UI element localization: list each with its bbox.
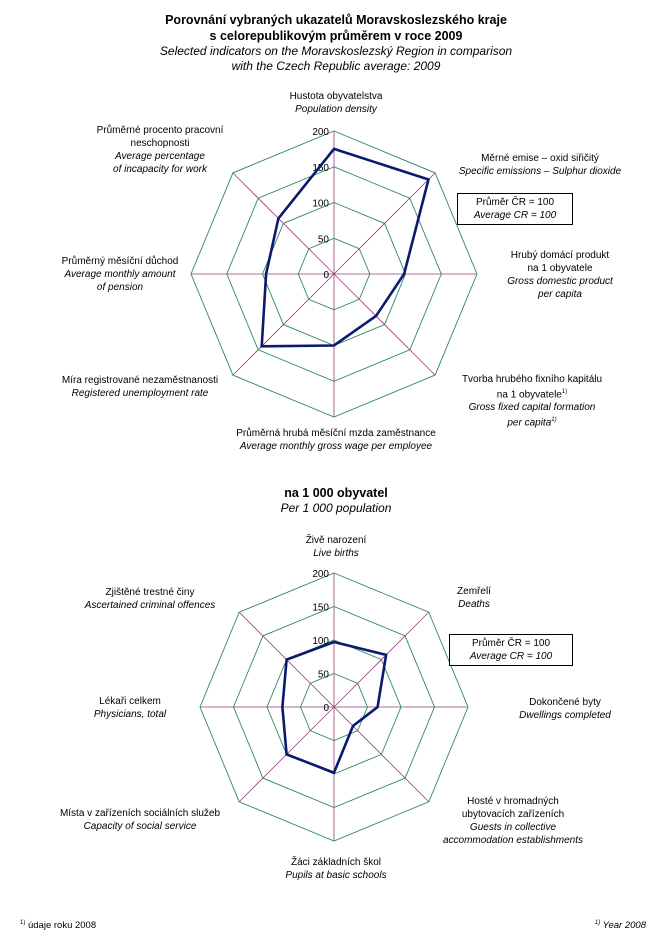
title-cz-line1: Porovnání vybraných ukazatelů Moravskoslezského kraje	[165, 13, 507, 27]
radar-tick-label: 150	[312, 602, 329, 614]
axis-label-unemployment-rate: Míra registrované nezaměstnanosti Registered unemployment rate	[61, 375, 219, 399]
section2-title-cz: na 1 000 obyvatel	[284, 486, 388, 500]
axis-label-physicians-total: Lékaři celkem Physicians, total	[93, 696, 167, 720]
axis-label-criminal-offences: Zjištěné trestné činy Ascertained criminal offences	[84, 587, 216, 611]
radar-tick-label: 0	[323, 703, 329, 714]
axis-label-gdp-per-capita: Hrubý domácí produkt na 1 obyvatele Gross domestic product per capita	[507, 250, 613, 300]
legend-line1: Průměr ČR = 100	[475, 197, 555, 208]
legend-line2: Average CR = 100	[473, 210, 557, 221]
radar-tick-label: 200	[312, 569, 329, 580]
radar-tick-label: 50	[317, 669, 329, 681]
radar-tick-label: 0	[323, 270, 329, 281]
footnote-right-text: Year 2008	[602, 920, 646, 932]
axis-label-population-density: Hustota obyvatelstva Population density	[289, 91, 383, 115]
legend-line2: Average CR = 100	[469, 651, 553, 662]
axis-label-dwellings-completed: Dokončené byty Dwellings completed	[519, 697, 611, 721]
axis-label-incapacity-for-work: Průměrné procento pracovní neschopnosti Average percentage of incapacity for work	[96, 125, 224, 175]
axis-label-live-births: Živě narození Live births	[305, 535, 367, 559]
radar-tick-label: 50	[317, 234, 329, 246]
title-en-line1: Selected indicators on the Moravskoslezský Region in comparison	[159, 44, 513, 58]
radar-tick-label: 100	[312, 198, 329, 210]
axis-label-so2-emissions: Měrné emise – oxid siřičitý Specific emissions – Sulphur dioxide	[458, 153, 622, 177]
legend-box-2	[449, 634, 573, 666]
radar-tick-label: 150	[312, 162, 329, 174]
title-cz-line2: s celorepublikovým průměrem v roce 2009	[209, 29, 463, 43]
axis-label-social-service-capacity: Místa v zařízeních sociálních služeb Capacity of social service	[59, 808, 221, 832]
section2-title-en: Per 1 000 population	[280, 501, 392, 515]
legend-line1: Průměr ČR = 100	[471, 638, 551, 649]
footnote-right-mark: 1)	[594, 920, 601, 926]
axis-label-guests-accommodation: Hosté v hromadných ubytovacích zařízeních Guests in collective accommodation establishments	[442, 796, 584, 846]
footnote-right	[595, 920, 646, 931]
axis-label-average-pension: Průměrný měsíční důchod Average monthly amount of pension	[61, 256, 179, 293]
axis-label-average-wage: Průměrná hrubá měsíční mzda zaměstnance Average monthly gross wage per employee	[236, 428, 436, 452]
axis-label-pupils-basic-schools: Žáci základních škol Pupils at basic schools	[285, 857, 387, 881]
footnote-left	[20, 920, 96, 931]
radar-tick-label: 100	[312, 636, 329, 647]
footnote-left-text: údaje roku 2008	[27, 920, 97, 932]
footnote-left-mark: 1)	[20, 920, 26, 926]
axis-label-gross-fixed-capital: Tvorba hrubého fixního kapitálu na 1 obyvatele$^{1)}$ Gross fixed capital formation per capita$^{1)}$	[461, 374, 603, 429]
title-en-line2: with the Czech Republic average: 2009	[231, 59, 441, 73]
axis-label-deaths: Zemřelí Deaths	[457, 586, 491, 610]
radar-tick-label: 200	[312, 127, 329, 138]
